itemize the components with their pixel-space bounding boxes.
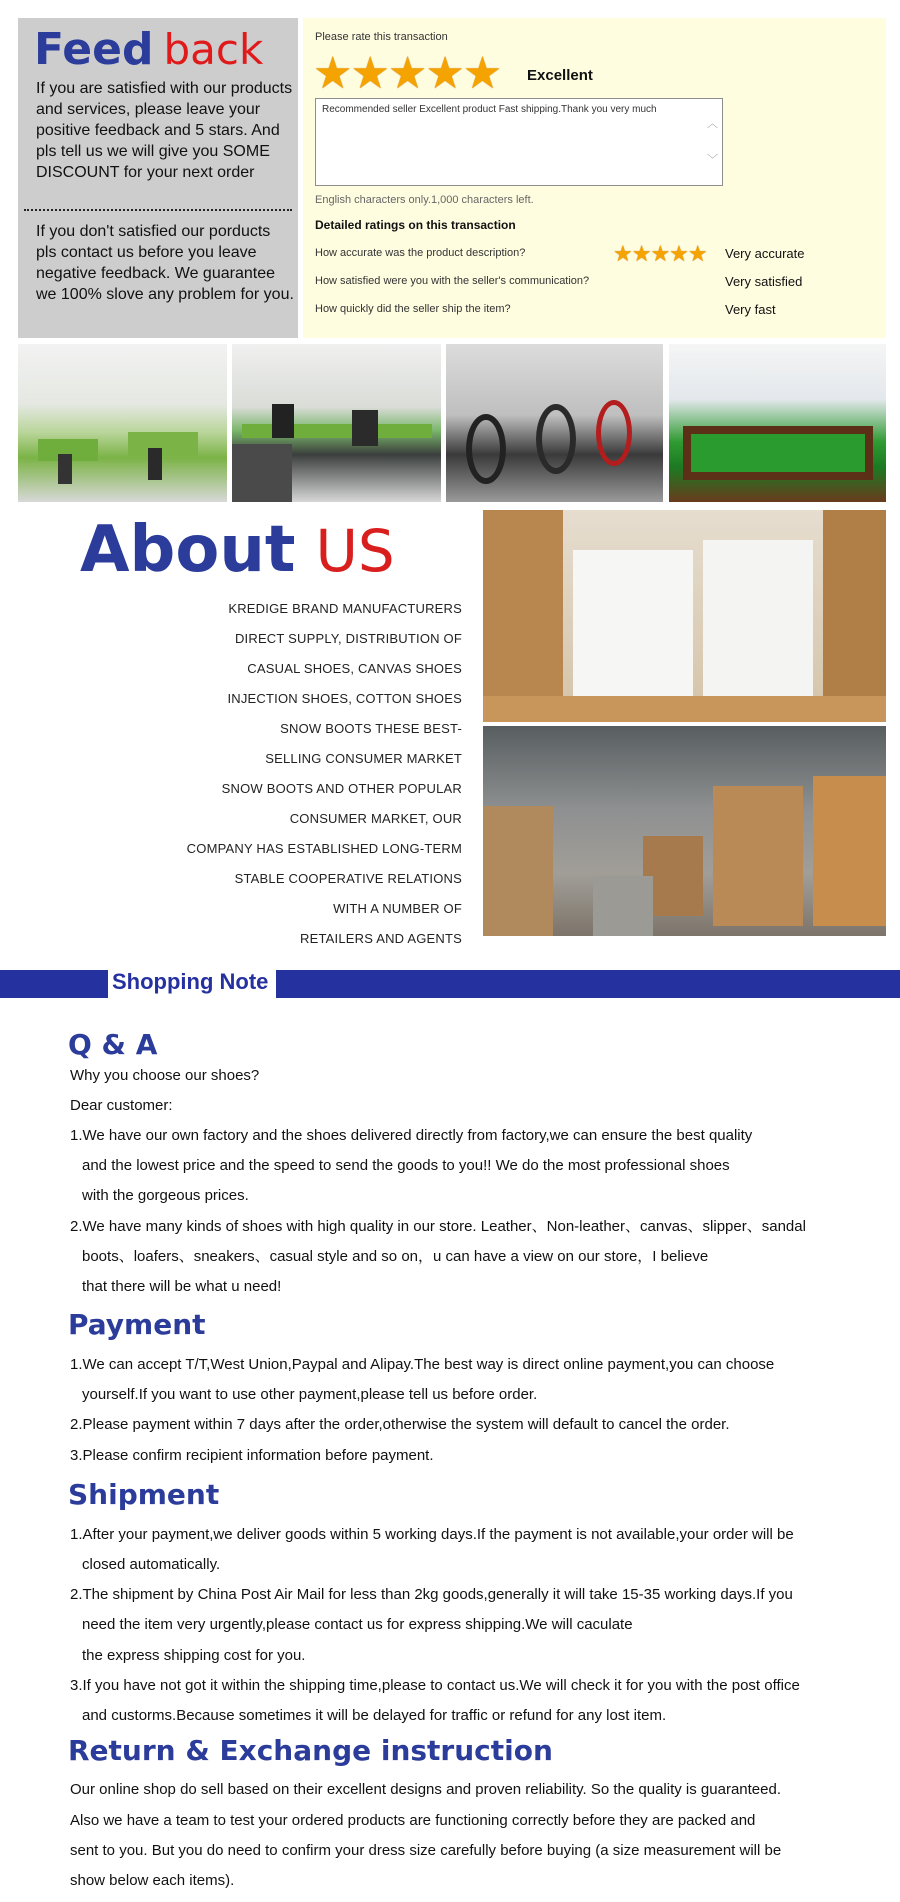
- return-line: Our online shop do sell based on their excellent designs and proven reliability. So the quality is guaranteed.: [70, 1781, 781, 1798]
- comment-text: Recommended seller Excellent product Fast shipping.Thank you very much: [322, 104, 657, 115]
- feedback-title-part2: back: [163, 25, 264, 74]
- shipment-line: closed automatically.: [82, 1556, 221, 1573]
- feedback-info-panel: [18, 18, 298, 338]
- shipment-line: and custorms.Because sometimes it will be delayed for traffic or refund for any lost item.: [82, 1707, 667, 1724]
- about-line: DIRECT SUPPLY, DISTRIBUTION OF: [234, 631, 462, 646]
- comment-textarea[interactable]: [315, 98, 723, 186]
- return-heading: Return & Exchange instruction: [68, 1734, 553, 1767]
- payment-line: 3.Please confirm recipient information before payment.: [70, 1447, 434, 1464]
- shopping-note-label: Shopping Note: [112, 969, 269, 994]
- overall-rating-text: Excellent: [527, 67, 593, 84]
- feedback-title-part1: Feed: [34, 24, 154, 75]
- about-line: SNOW BOOTS THESE BEST-: [280, 721, 462, 736]
- about-us-text: [187, 594, 462, 954]
- qa-heading: Q & A: [68, 1028, 158, 1061]
- about-line: COMPANY HAS ESTABLISHED LONG-TERM: [186, 841, 462, 856]
- payment-line: 2.Please payment within 7 days after the order,otherwise the system will default to cancel the order.: [70, 1416, 730, 1433]
- detailed-ratings-heading: Detailed ratings on this transaction: [315, 218, 516, 232]
- rate-label: Please rate this transaction: [315, 31, 448, 43]
- rating-question: How satisfied were you with the seller's communication?: [315, 275, 590, 287]
- shoe-shelves-photo: [483, 510, 886, 722]
- about-title-part2: US: [315, 517, 395, 585]
- scroll-down-icon[interactable]: ﹀: [707, 154, 718, 166]
- rating-row-description: [315, 241, 875, 266]
- shipment-line: 3.If you have not got it within the shipping time,please to contact us.We will check it for you with the post office: [70, 1677, 800, 1694]
- return-line: Also we have a team to test your ordered products are functioning correctly before they are packed and: [70, 1812, 756, 1829]
- about-line: INJECTION SHOES, COTTON SHOES: [227, 691, 462, 706]
- overall-star-rating[interactable]: ★★★★★: [313, 49, 501, 98]
- office-photo-1: [18, 344, 227, 502]
- rating-row-communication: [315, 272, 875, 292]
- qa-line: 1.We have our own factory and the shoes delivered directly from factory,we can ensure the best quality: [70, 1127, 753, 1144]
- about-line: WITH A NUMBER OF: [333, 901, 462, 916]
- scroll-up-icon[interactable]: ︿: [707, 118, 718, 130]
- rating-question: How quickly did the seller ship the item?: [315, 303, 511, 315]
- feedback-section: [18, 18, 886, 338]
- dotted-divider: [24, 209, 292, 211]
- about-line: CONSUMER MARKET, OUR: [289, 811, 462, 826]
- return-line: sent to you. But you do need to confirm your dress size carefully before buying (a size measurement will be: [70, 1842, 782, 1859]
- about-line: SNOW BOOTS AND OTHER POPULAR: [221, 781, 462, 796]
- shipment-line: need the item very urgently,please contact us for express shipping.We will caculate: [82, 1616, 633, 1633]
- qa-line: boots、loafers、sneakers、casual style and so on，u can have a view on our store，I believe: [82, 1248, 709, 1265]
- about-line: RETAILERS AND AGENTS: [300, 931, 462, 946]
- shipment-line: the express shipping cost for you.: [82, 1647, 306, 1664]
- qa-line: Dear customer:: [70, 1097, 173, 1114]
- payment-line: 1.We can accept T/T,West Union,Paypal and Alipay.The best way is direct online payment,you can choose: [70, 1356, 775, 1373]
- shipment-line: 2.The shipment by China Post Air Mail for less than 2kg goods,generally it will take 15-35 working days.If you: [70, 1586, 793, 1603]
- return-line: show below each items).: [70, 1872, 235, 1889]
- warehouse-photo: [483, 726, 886, 936]
- characters-left-text: English characters only.1,000 characters left.: [315, 194, 534, 206]
- rating-question: How accurate was the product description?: [315, 247, 526, 259]
- about-line: STABLE COOPERATIVE RELATIONS: [234, 871, 462, 886]
- rating-answer: Very fast: [725, 302, 776, 317]
- payment-line: yourself.If you want to use other payment,please tell us before order.: [82, 1386, 538, 1403]
- about-line: SELLING CONSUMER MARKET: [265, 751, 462, 766]
- rating-answer: Very satisfied: [725, 274, 803, 289]
- about-line: CASUAL SHOES, CANVAS SHOES: [247, 661, 462, 676]
- feedback-positive-text: If you are satisfied with our products and services, please leave your positive feedback and 5 stars. And pls tell us we will give you SOME DISCOUNT for your next order: [36, 80, 293, 181]
- shipment-heading: Shipment: [68, 1478, 220, 1511]
- feedback-negative-text: If you don't satisfied our porducts pls contact us before you leave negative feedback. We guarantee we 100% slove any problem for you.: [36, 223, 294, 303]
- payment-heading: Payment: [68, 1308, 206, 1341]
- rating-panel: [303, 18, 886, 338]
- qa-line: 2.We have many kinds of shoes with high quality in our store. Leather、Non-leather、canvas、slipper、sandal: [70, 1218, 806, 1235]
- billiard-photo: [669, 344, 886, 502]
- feedback-title: [34, 20, 263, 80]
- about-line: KREDIGE BRAND MANUFACTURERS: [228, 601, 462, 616]
- gym-photo: [446, 344, 663, 502]
- shipment-line: 1.After your payment,we deliver goods within 5 working days.If the payment is not available,your order will be: [70, 1526, 794, 1543]
- office-photo-2: [232, 344, 441, 502]
- about-title-part1: About: [80, 513, 296, 587]
- qa-line: that there will be what u need!: [82, 1278, 282, 1295]
- rating-stars[interactable]: ★★★★★: [613, 241, 707, 266]
- qa-line: with the gorgeous prices.: [82, 1187, 249, 1204]
- rating-answer: Very accurate: [725, 246, 805, 261]
- about-us-title: [80, 510, 395, 590]
- rating-row-shipping: [315, 300, 875, 320]
- qa-line: and the lowest price and the speed to send the goods to you!! We do the most professional shoes: [82, 1157, 730, 1174]
- qa-line: Why you choose our shoes?: [70, 1067, 260, 1084]
